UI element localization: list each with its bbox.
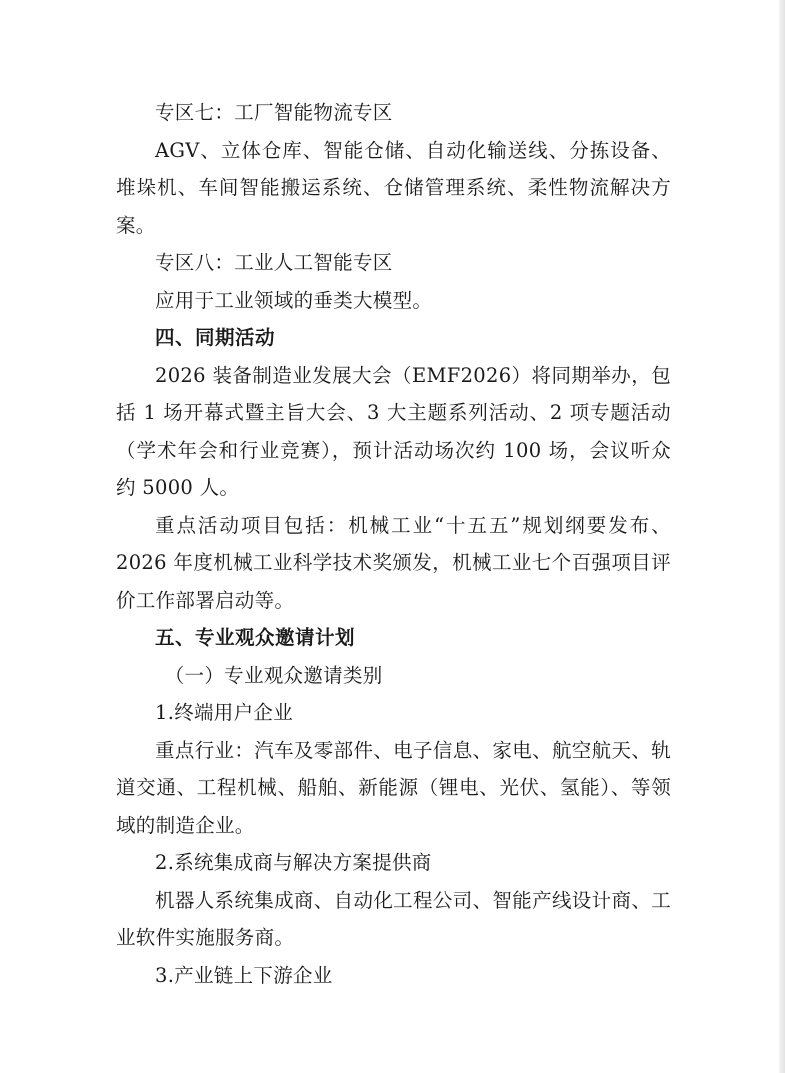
zone-eight-description: 应用于工业领域的垂类大模型。 xyxy=(155,288,433,312)
zone-eight-title: 专区八：工业人工智能专区 xyxy=(155,251,393,274)
zone-seven-title: 专区七：工厂智能物流专区 xyxy=(155,101,393,124)
key-activities-paragraph: 重点活动项目包括：机械工业“十五五”规划纲要发布、2026 年度机械工业科学技术奖颁发，机械工业七个百强项目评价工作部署启动等。 xyxy=(116,513,671,612)
document-body xyxy=(116,94,671,994)
subsection-visitor-categories: （一）专业观众邀请类别 xyxy=(164,663,383,687)
category-end-users: 1.终端用户企业 xyxy=(155,701,294,724)
category-system-integrators: 2.系统集成商与解决方案提供商 xyxy=(155,851,432,874)
end-users-industries: 重点行业：汽车及零部件、电子信息、家电、航空航天、轨道交通、工程机械、船舶、新能源（锂电、光伏、氢能）、等领域的制造企业。 xyxy=(116,738,671,837)
zone-seven-description: AGV、立体仓库、智能仓储、自动化输送线、分拣设备、堆垛机、车间智能搬运系统、仓储管理系统、柔性物流解决方案。 xyxy=(116,138,671,237)
concurrent-events-paragraph: 2026 装备制造业发展大会（EMF2026）将同期举办，包括 1 场开幕式暨主旨大会、3 大主题系列活动、2 项专题活动（学术年会和行业竞赛），预计活动场次约 100 场，会议听众约 5000 人。 xyxy=(116,363,671,499)
section-heading-visitor-invitation: 五、专业观众邀请计划 xyxy=(155,626,356,649)
page-edge-shadow xyxy=(779,0,785,1073)
category-supply-chain: 3.产业链上下游企业 xyxy=(155,963,333,987)
system-integrators-description: 机器人系统集成商、自动化工程公司、智能产线设计商、工业软件实施服务商。 xyxy=(116,888,671,949)
section-heading-concurrent-events: 四、同期活动 xyxy=(155,326,276,349)
